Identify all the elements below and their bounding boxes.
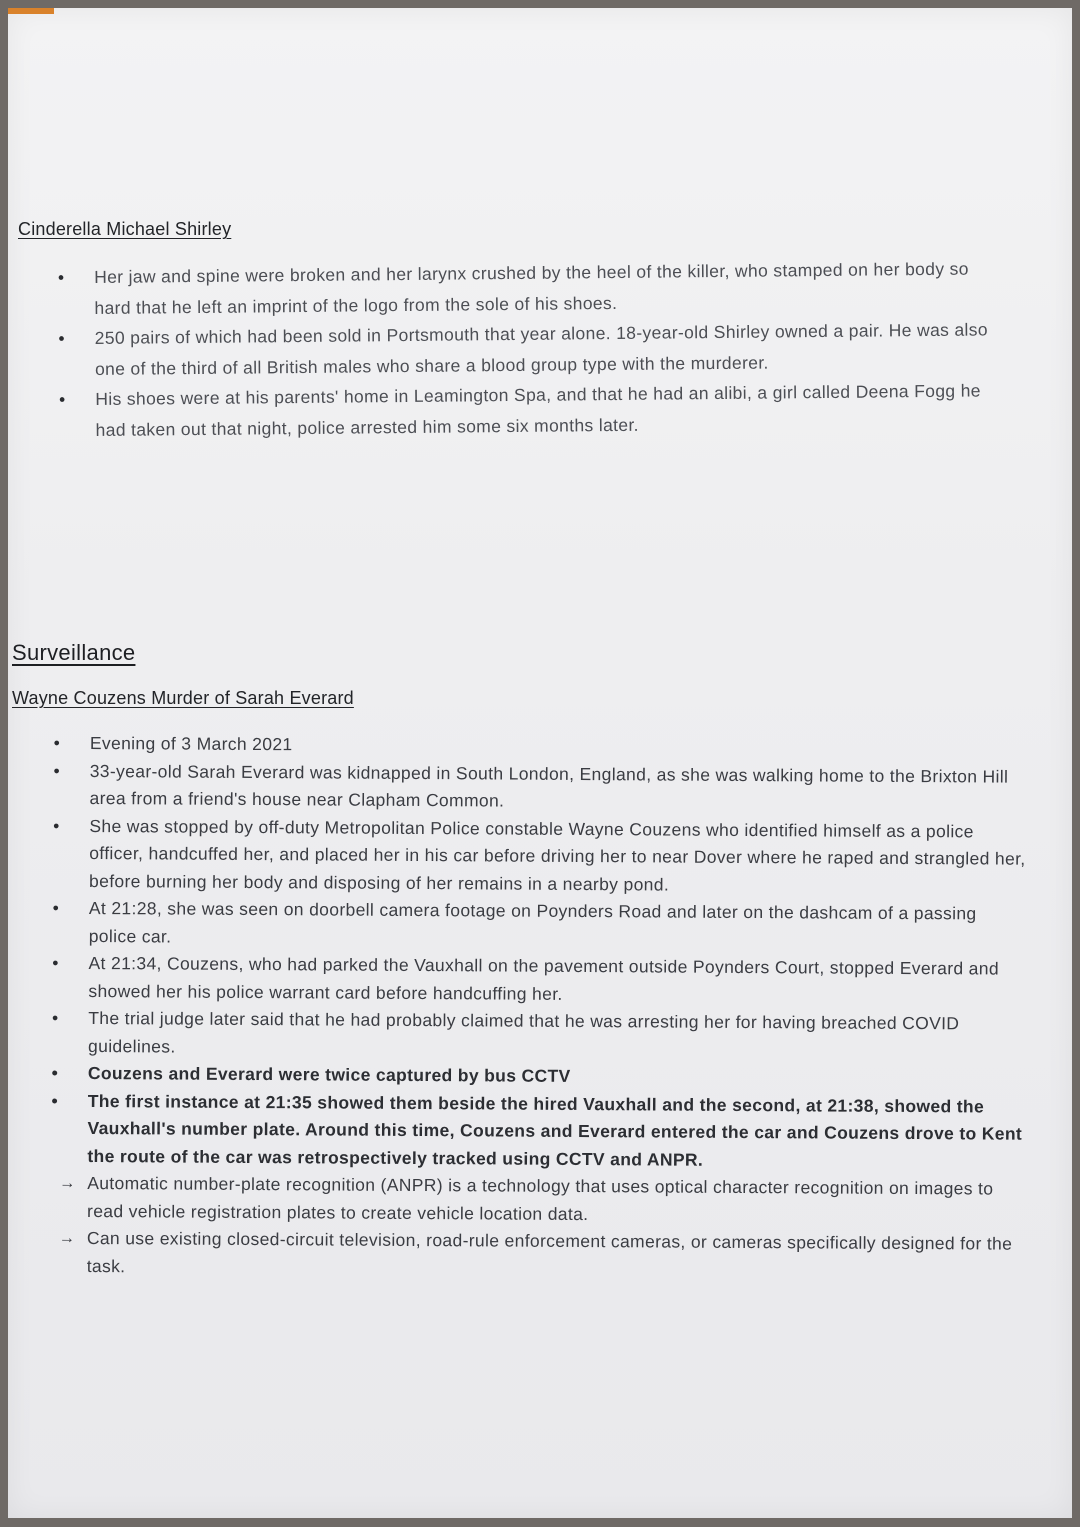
list-item xyxy=(58,375,1006,445)
bullet-icon: • xyxy=(51,1090,59,1111)
bullet-icon: • xyxy=(58,328,66,349)
document-page xyxy=(8,8,1072,1518)
bullet-icon: • xyxy=(53,760,61,781)
section-title-surveillance: Surveillance xyxy=(12,640,136,665)
bullet-icon: • xyxy=(53,732,61,753)
bullet-text: At 21:28, she was seen on doorbell camera footage on Poynders Road and later on the dashcam of a passing police car. xyxy=(88,897,977,947)
cinderella-bullet-list xyxy=(57,253,1006,445)
bullet-icon: • xyxy=(52,897,60,918)
bullet-icon: • xyxy=(51,1062,59,1083)
surveillance-bullet-list xyxy=(51,730,1030,1286)
bullet-text: She was stopped by off-duty Metropolitan Police constable Wayne Couzens who identified himself as a police officer, handcuffed her, and placed her in his car before driving her to near Dover where he raped and strangled her, before burning her body and disposing of her remains in a nearby pond. xyxy=(89,815,1026,895)
bullet-icon: • xyxy=(52,952,59,973)
arrow-note xyxy=(59,1170,1027,1231)
bullet-text: Her jaw and spine were broken and her larynx crushed by the heel of the killer, who stamped on her body so hard that he left an imprint of the logo from the sole of his shoes. xyxy=(94,258,969,318)
list-item-bold xyxy=(51,1087,1027,1175)
note-text: Can use existing closed-circuit television, road-rule enforcement cameras, or cameras specifically designed for the task. xyxy=(86,1227,1013,1276)
list-item xyxy=(51,1005,1028,1066)
list-item xyxy=(53,757,1029,818)
case-subtitle: Wayne Couzens Murder of Sarah Everard xyxy=(12,688,354,708)
bullet-icon: • xyxy=(53,815,60,836)
section-title-cinderella: Cinderella Michael Shirley xyxy=(18,219,232,239)
bullet-icon: • xyxy=(58,389,66,410)
bullet-text: Evening of 3 March 2021 xyxy=(89,732,293,755)
bullet-icon: • xyxy=(51,1007,59,1028)
bullet-text: The first instance at 21:35 showed them beside the hired Vauxhall and the second, at 21:38, showed the Vauxhall's number plate. Around this time, Couzens and Everard entered the car and Couzens drove to Kent the route of the car was retrospectively tracked using CCTV and ANPR. xyxy=(87,1090,1023,1170)
bullet-text: The trial judge later said that he had probably claimed that he was arresting her for having breached COVID guidelines. xyxy=(88,1007,960,1057)
bullet-text: At 21:34, Couzens, who had parked the Vauxhall on the pavement outside Poynders Court, stopped Everard and showed her his police warrant card before handcuffing her. xyxy=(88,952,1000,1004)
arrow-right-icon: → xyxy=(58,1229,76,1247)
note-text: Automatic number-plate recognition (ANPR) is a technology that uses optical character recognition on images to read vehicle registration plates to create vehicle location data. xyxy=(87,1172,994,1224)
list-item xyxy=(52,895,1029,956)
list-item xyxy=(57,253,1005,323)
bullet-text: His shoes were at his parents' home in Leamington Spa, and that he had an alibi, a girl called Deena Fogg he had taken out that night, police arrested him some six months later. xyxy=(95,380,981,440)
list-item xyxy=(58,314,1006,384)
bullet-text: 250 pairs of which had been sold in Portsmouth that year alone. 18-year-old Shirley owned a pair. He was also one of the third of all British males who share a blood group type with the murderer. xyxy=(94,319,989,379)
bullet-text: Couzens and Everard were twice captured by bus CCTV xyxy=(87,1062,571,1086)
bullet-text: 33-year-old Sarah Everard was kidnapped in South London, England, as she was walking home to the Brixton Hill area from a friend's house near Clapham Common. xyxy=(89,760,1009,811)
list-item xyxy=(52,950,1028,1011)
bullet-icon: • xyxy=(57,267,65,288)
arrow-right-icon: → xyxy=(59,1174,76,1192)
orange-corner-mark xyxy=(8,8,54,14)
list-item xyxy=(53,812,1029,900)
arrow-note xyxy=(58,1225,1027,1286)
